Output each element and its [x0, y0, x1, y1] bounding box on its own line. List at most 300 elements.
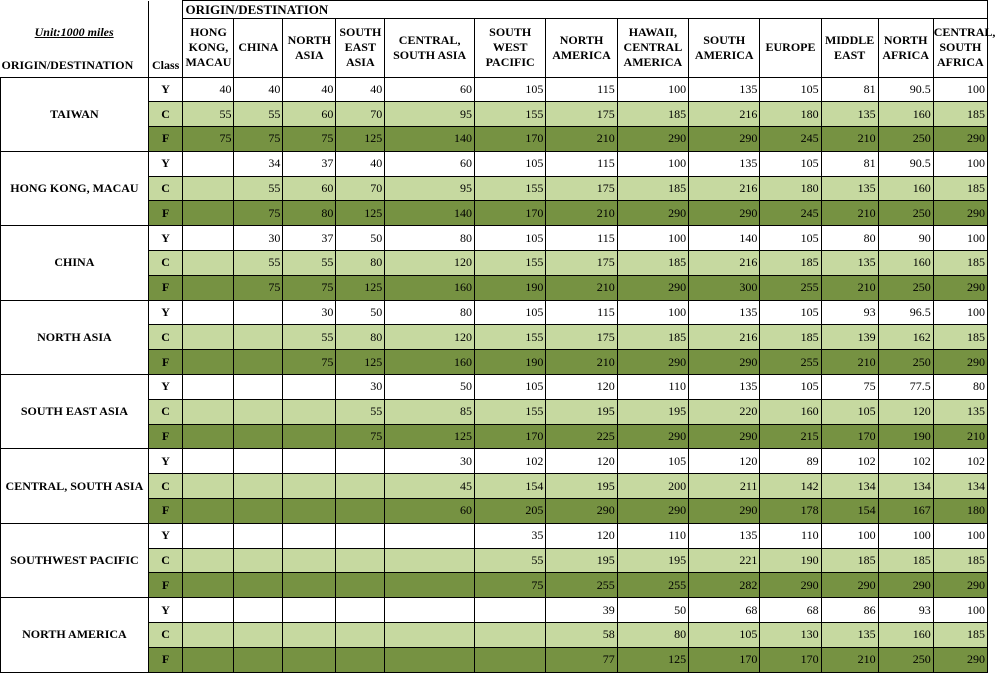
mileage-cell: 167: [878, 499, 933, 524]
mileage-cell: 250: [878, 127, 933, 152]
mileage-cell: [336, 573, 385, 598]
mileage-cell: 102: [474, 449, 545, 474]
mileage-cell: [283, 548, 336, 573]
mileage-cell: 75: [234, 275, 283, 300]
mileage-cell: 90.5: [878, 151, 933, 176]
mileage-cell: 75: [283, 127, 336, 152]
mileage-cell: 39: [546, 598, 617, 623]
mileage-cell: [234, 623, 283, 648]
mileage-cell: 290: [933, 573, 987, 598]
mileage-cell: 245: [760, 201, 821, 226]
mileage-cell: 55: [283, 251, 336, 276]
mileage-cell: 160: [385, 275, 475, 300]
mileage-cell: [183, 474, 234, 499]
mileage-cell: 175: [546, 251, 617, 276]
mileage-cell: 175: [546, 325, 617, 350]
mileage-cell: 185: [617, 251, 688, 276]
mileage-cell: 90.5: [878, 77, 933, 102]
mileage-cell: 290: [617, 275, 688, 300]
mileage-cell: 140: [385, 201, 475, 226]
mileage-cell: [336, 523, 385, 548]
mileage-cell: 290: [933, 350, 987, 375]
mileage-cell: 300: [689, 275, 760, 300]
mileage-cell: 134: [878, 474, 933, 499]
mileage-cell: 115: [546, 300, 617, 325]
mileage-cell: 89: [760, 449, 821, 474]
mileage-cell: 55: [234, 176, 283, 201]
mileage-cell: 135: [689, 151, 760, 176]
mileage-cell: 40: [234, 77, 283, 102]
class-cell: C: [148, 399, 183, 424]
mileage-cell: 130: [760, 623, 821, 648]
mileage-cell: 80: [336, 325, 385, 350]
origin-destination-corner: [1, 19, 149, 78]
table-row: [1, 77, 988, 102]
mileage-cell: 75: [821, 375, 878, 400]
column-header: HONG KONG, MACAU: [183, 19, 234, 78]
mileage-cell: 134: [821, 474, 878, 499]
mileage-cell: 170: [474, 424, 545, 449]
column-header: SOUTH AMERICA: [689, 19, 760, 78]
mileage-cell: 40: [183, 77, 234, 102]
mileage-cell: 100: [933, 226, 987, 251]
mileage-cell: 185: [878, 548, 933, 573]
mileage-cell: [183, 548, 234, 573]
mileage-cell: 120: [689, 449, 760, 474]
mileage-cell: 135: [821, 623, 878, 648]
mileage-cell: [234, 647, 283, 672]
mileage-cell: 100: [933, 151, 987, 176]
mileage-cell: 125: [336, 350, 385, 375]
class-cell: F: [148, 499, 183, 524]
mileage-cell: [336, 499, 385, 524]
mileage-cell: 68: [760, 598, 821, 623]
origin-label: SOUTHWEST PACIFIC: [1, 523, 149, 597]
table-row: [1, 623, 988, 648]
mileage-cell: 290: [617, 201, 688, 226]
mileage-cell: 255: [760, 275, 821, 300]
mileage-cell: 60: [385, 499, 475, 524]
mileage-cell: [283, 573, 336, 598]
mileage-cell: 290: [689, 350, 760, 375]
table-row: [1, 399, 988, 424]
mileage-cell: 210: [821, 350, 878, 375]
mileage-cell: 77: [546, 647, 617, 672]
mileage-cell: 40: [336, 151, 385, 176]
table-row: [1, 300, 988, 325]
mileage-cell: 215: [760, 424, 821, 449]
mileage-cell: 55: [234, 251, 283, 276]
column-header: NORTH AMERICA: [546, 19, 617, 78]
mileage-cell: 175: [546, 102, 617, 127]
mileage-cell: 160: [385, 350, 475, 375]
mileage-cell: 135: [821, 251, 878, 276]
class-cell: F: [148, 275, 183, 300]
mileage-cell: 125: [336, 201, 385, 226]
mileage-cell: [183, 201, 234, 226]
mileage-cell: [283, 375, 336, 400]
mileage-cell: 290: [878, 573, 933, 598]
table-row: [1, 424, 988, 449]
class-cell: Y: [148, 226, 183, 251]
mileage-cell: 80: [933, 375, 987, 400]
mileage-cell: 290: [617, 350, 688, 375]
mileage-cell: 120: [878, 399, 933, 424]
mileage-cell: 75: [474, 573, 545, 598]
mileage-cell: 134: [933, 474, 987, 499]
mileage-cell: 115: [546, 151, 617, 176]
mileage-cell: [283, 449, 336, 474]
mileage-cell: 185: [617, 176, 688, 201]
mileage-cell: 105: [760, 151, 821, 176]
mileage-cell: 225: [546, 424, 617, 449]
corner-blank: [1, 1, 149, 19]
mileage-cell: 142: [760, 474, 821, 499]
mileage-cell: [385, 573, 475, 598]
destination-band-label: ORIGIN/DESTINATION: [183, 1, 988, 19]
mileage-cell: 195: [617, 548, 688, 573]
mileage-cell: 155: [474, 102, 545, 127]
mileage-cell: 105: [760, 300, 821, 325]
mileage-cell: 135: [689, 375, 760, 400]
mileage-cell: 105: [760, 375, 821, 400]
mileage-cell: 210: [546, 201, 617, 226]
class-cell: C: [148, 102, 183, 127]
mileage-cell: 81: [821, 77, 878, 102]
mileage-cell: [283, 499, 336, 524]
mileage-cell: [183, 251, 234, 276]
class-cell: F: [148, 424, 183, 449]
class-cell: C: [148, 176, 183, 201]
mileage-cell: 102: [878, 449, 933, 474]
column-header: SOUTH EAST ASIA: [336, 19, 385, 78]
mileage-cell: 135: [821, 102, 878, 127]
unit-label: Unit:1000 miles: [34, 24, 114, 39]
table-row: [1, 226, 988, 251]
mileage-cell: [283, 399, 336, 424]
mileage-cell: 185: [760, 251, 821, 276]
mileage-cell: 190: [474, 275, 545, 300]
mileage-cell: [234, 474, 283, 499]
mileage-cell: 210: [933, 424, 987, 449]
column-header: CENTRAL, SOUTH ASIA: [385, 19, 475, 78]
mileage-cell: 185: [933, 251, 987, 276]
mileage-cell: 195: [546, 548, 617, 573]
table-row: [1, 474, 988, 499]
origin-label: HONG KONG, MACAU: [1, 151, 149, 225]
mileage-cell: [183, 275, 234, 300]
mileage-cell: [474, 623, 545, 648]
mileage-cell: 45: [385, 474, 475, 499]
mileage-cell: [336, 474, 385, 499]
mileage-cell: 105: [474, 226, 545, 251]
mileage-cell: 210: [821, 647, 878, 672]
mileage-cell: 216: [689, 102, 760, 127]
mileage-cell: 93: [821, 300, 878, 325]
mileage-cell: [234, 399, 283, 424]
mileage-cell: 185: [617, 325, 688, 350]
mileage-cell: [234, 325, 283, 350]
class-header: Class: [148, 19, 183, 78]
mileage-cell: 40: [336, 77, 385, 102]
mileage-cell: 110: [617, 523, 688, 548]
mileage-cell: 125: [336, 127, 385, 152]
mileage-cell: 195: [617, 399, 688, 424]
class-cell: Y: [148, 449, 183, 474]
table-row: [1, 176, 988, 201]
mileage-cell: 95: [385, 102, 475, 127]
mileage-cell: [183, 375, 234, 400]
mileage-cell: 155: [474, 251, 545, 276]
mileage-cell: 120: [546, 449, 617, 474]
mileage-cell: 75: [183, 127, 234, 152]
mileage-cell: 290: [546, 499, 617, 524]
mileage-cell: 185: [933, 102, 987, 127]
mileage-cell: 290: [617, 499, 688, 524]
mileage-cell: 125: [336, 275, 385, 300]
class-cell: F: [148, 127, 183, 152]
mileage-cell: 93: [878, 598, 933, 623]
mileage-cell: 170: [821, 424, 878, 449]
mileage-cell: 80: [283, 201, 336, 226]
mileage-cell: [385, 623, 475, 648]
mileage-cell: [234, 499, 283, 524]
table-row: [1, 275, 988, 300]
mileage-cell: 120: [546, 375, 617, 400]
mileage-cell: [234, 300, 283, 325]
mileage-cell: 55: [336, 399, 385, 424]
mileage-cell: 100: [933, 77, 987, 102]
origin-label: CENTRAL, SOUTH ASIA: [1, 449, 149, 523]
mileage-cell: 120: [385, 251, 475, 276]
origin-label: NORTH AMERICA: [1, 598, 149, 672]
mileage-cell: 81: [821, 151, 878, 176]
mileage-cell: [385, 598, 475, 623]
mileage-cell: 55: [234, 102, 283, 127]
mileage-cell: [234, 424, 283, 449]
mileage-cell: 175: [546, 176, 617, 201]
mileage-cell: 125: [385, 424, 475, 449]
mileage-cell: [336, 548, 385, 573]
class-cell: F: [148, 573, 183, 598]
mileage-cell: 55: [474, 548, 545, 573]
origin-destination-label: ORIGIN/DESTINATION: [1, 57, 134, 72]
mileage-cell: 105: [760, 226, 821, 251]
table-row: [1, 325, 988, 350]
header-band-row: [1, 1, 988, 19]
mileage-cell: [234, 598, 283, 623]
table-row: [1, 151, 988, 176]
mileage-cell: 170: [689, 647, 760, 672]
mileage-cell: 120: [385, 325, 475, 350]
table-row: [1, 523, 988, 548]
mileage-cell: 154: [821, 499, 878, 524]
mileage-cell: 185: [933, 325, 987, 350]
mileage-cell: 30: [336, 375, 385, 400]
mileage-cell: [183, 350, 234, 375]
table-row: [1, 375, 988, 400]
mileage-cell: [183, 449, 234, 474]
mileage-cell: 135: [933, 399, 987, 424]
mileage-cell: 255: [546, 573, 617, 598]
mileage-cell: 105: [689, 623, 760, 648]
class-cell: F: [148, 201, 183, 226]
mileage-cell: 180: [760, 102, 821, 127]
mileage-cell: 110: [760, 523, 821, 548]
mileage-cell: 290: [689, 499, 760, 524]
mileage-cell: 180: [933, 499, 987, 524]
mileage-cell: 210: [546, 275, 617, 300]
mileage-cell: 245: [760, 127, 821, 152]
mileage-cell: 139: [821, 325, 878, 350]
class-blank: [148, 1, 183, 19]
mileage-cell: 185: [760, 325, 821, 350]
origin-label: NORTH ASIA: [1, 300, 149, 374]
mileage-cell: 155: [474, 176, 545, 201]
mileage-cell: 185: [933, 548, 987, 573]
class-cell: Y: [148, 300, 183, 325]
class-cell: C: [148, 325, 183, 350]
mileage-cell: 211: [689, 474, 760, 499]
mileage-cell: [234, 375, 283, 400]
mileage-cell: 120: [546, 523, 617, 548]
table-row: [1, 598, 988, 623]
mileage-cell: [474, 598, 545, 623]
class-cell: Y: [148, 598, 183, 623]
table-row: [1, 127, 988, 152]
mileage-cell: 80: [617, 623, 688, 648]
mileage-cell: 105: [760, 77, 821, 102]
mileage-cell: 221: [689, 548, 760, 573]
table-row: [1, 251, 988, 276]
mileage-cell: 185: [933, 623, 987, 648]
column-header: EUROPE: [760, 19, 821, 78]
mileage-cell: 135: [689, 77, 760, 102]
origin-label: TAIWAN: [1, 77, 149, 151]
mileage-cell: 100: [617, 300, 688, 325]
mileage-cell: 100: [617, 226, 688, 251]
mileage-cell: [183, 499, 234, 524]
mileage-cell: 75: [234, 201, 283, 226]
mileage-cell: 80: [821, 226, 878, 251]
column-header: CHINA: [234, 19, 283, 78]
mileage-cell: [183, 151, 234, 176]
mileage-cell: 210: [546, 127, 617, 152]
mileage-cell: 60: [283, 102, 336, 127]
column-header: SOUTH WEST PACIFIC: [474, 19, 545, 78]
mileage-cell: 70: [336, 102, 385, 127]
mileage-cell: 210: [821, 201, 878, 226]
mileage-cell: 125: [617, 647, 688, 672]
mileage-cell: 250: [878, 275, 933, 300]
mileage-cell: 34: [234, 151, 283, 176]
class-cell: C: [148, 548, 183, 573]
class-cell: Y: [148, 151, 183, 176]
mileage-cell: 96.5: [878, 300, 933, 325]
mileage-cell: 205: [474, 499, 545, 524]
mileage-cell: 195: [546, 399, 617, 424]
mileage-cell: [183, 623, 234, 648]
mileage-cell: [234, 449, 283, 474]
mileage-cell: [234, 350, 283, 375]
mileage-cell: 75: [336, 424, 385, 449]
mileage-cell: [283, 424, 336, 449]
mileage-cell: 210: [821, 127, 878, 152]
table-row: [1, 201, 988, 226]
mileage-cell: [283, 523, 336, 548]
mileage-cell: [336, 598, 385, 623]
class-cell: F: [148, 350, 183, 375]
mileage-cell: 50: [336, 226, 385, 251]
mileage-cell: 110: [617, 375, 688, 400]
mileage-cell: 190: [474, 350, 545, 375]
mileage-cell: 37: [283, 226, 336, 251]
mileage-cell: 160: [878, 102, 933, 127]
mileage-cell: 290: [933, 647, 987, 672]
mileage-cell: [234, 523, 283, 548]
mileage-cell: 105: [474, 300, 545, 325]
mileage-cell: 200: [617, 474, 688, 499]
mileage-cell: 190: [760, 548, 821, 573]
column-header: NORTH AFRICA: [878, 19, 933, 78]
mileage-cell: [283, 647, 336, 672]
mileage-cell: 250: [878, 647, 933, 672]
mileage-cell: 290: [821, 573, 878, 598]
table-row: [1, 499, 988, 524]
class-cell: Y: [148, 375, 183, 400]
table-row: [1, 573, 988, 598]
table-row: [1, 449, 988, 474]
mileage-cell: 290: [689, 127, 760, 152]
mileage-cell: 290: [689, 201, 760, 226]
mileage-cell: 210: [821, 275, 878, 300]
mileage-cell: 90: [878, 226, 933, 251]
mileage-cell: 105: [821, 399, 878, 424]
mileage-cell: 80: [336, 251, 385, 276]
mileage-cell: 105: [474, 77, 545, 102]
mileage-cell: [283, 623, 336, 648]
mileage-cell: 140: [385, 127, 475, 152]
column-header: HAWAII, CENTRAL AMERICA: [617, 19, 688, 78]
mileage-cell: 100: [821, 523, 878, 548]
mileage-cell: 100: [933, 523, 987, 548]
mileage-cell: 100: [933, 300, 987, 325]
mileage-cell: [183, 424, 234, 449]
mileage-cell: 216: [689, 176, 760, 201]
mileage-cell: 115: [546, 77, 617, 102]
mileage-cell: [385, 523, 475, 548]
mileage-cell: 105: [617, 449, 688, 474]
mileage-cell: [183, 523, 234, 548]
mileage-cell: 180: [760, 176, 821, 201]
mileage-cell: [283, 474, 336, 499]
mileage-cell: [183, 647, 234, 672]
mileage-cell: 140: [689, 226, 760, 251]
class-cell: C: [148, 251, 183, 276]
mileage-cell: [183, 300, 234, 325]
mileage-cell: 100: [933, 598, 987, 623]
mileage-cell: [336, 623, 385, 648]
mileage-cell: 102: [821, 449, 878, 474]
mileage-cell: 135: [689, 523, 760, 548]
mileage-cell: 185: [821, 548, 878, 573]
mileage-cell: [336, 647, 385, 672]
mileage-cell: 162: [878, 325, 933, 350]
mileage-cell: 290: [617, 127, 688, 152]
mileage-cell: 60: [283, 176, 336, 201]
mileage-cell: 60: [385, 77, 475, 102]
mileage-cell: 255: [760, 350, 821, 375]
